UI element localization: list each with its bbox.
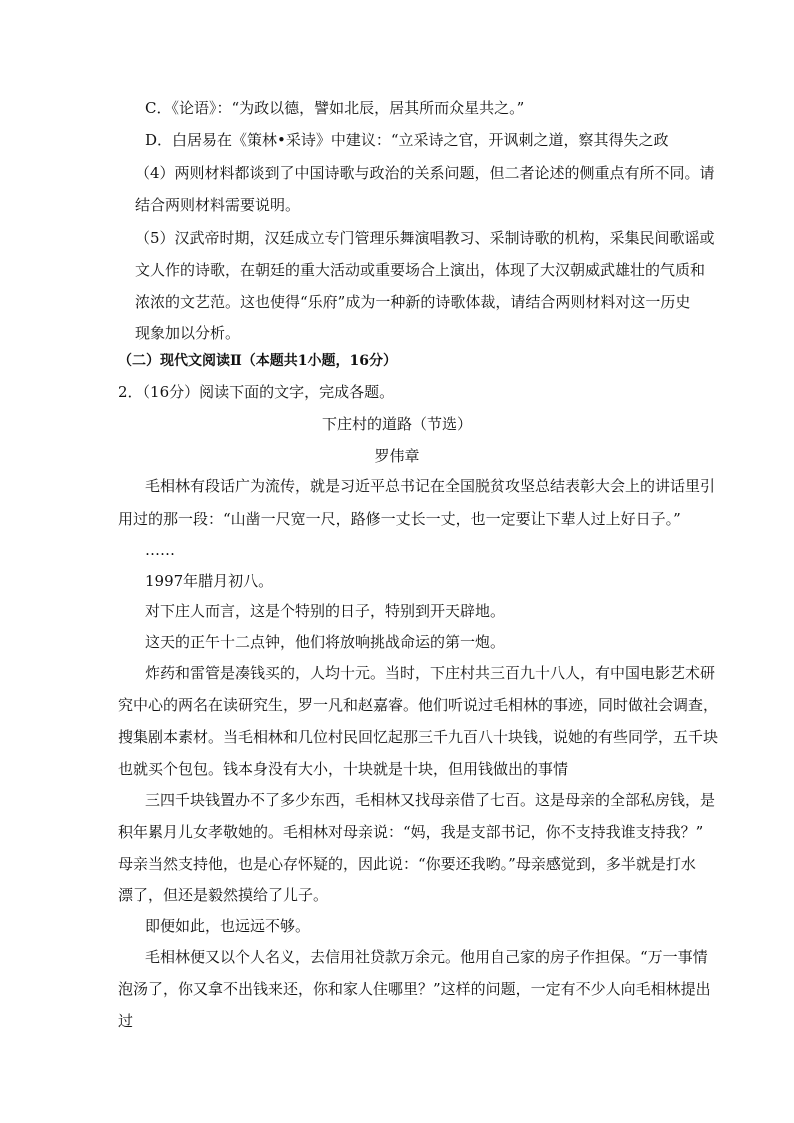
option-c-text: C．《论语》：“为政以德，譬如北辰，居其所而众星共之。” (145, 99, 525, 117)
paragraph-1-line-1: 毛相林有段话广为流传，就是习近平总书记在全国脱贫攻坚总结表彰大会上的讲话里引 (145, 477, 716, 495)
paragraph-5-line-1: 三四千块钱置办不了多少东西，毛相林又找母亲借了七百。这是母亲的全部私房钱，是 (145, 791, 716, 809)
paragraph-4-line-2: 究中心的两名在读研究生，罗一凡和赵嘉睿。他们听说过毛相林的事迹，同时做社会调查， (118, 696, 719, 714)
paragraph-7-line-3: 过 (118, 1012, 134, 1030)
paragraph-4-line-4: 也就买个包包。钱本身没有大小，十块就是十块，但用钱做出的事情 (118, 760, 569, 778)
ellipsis-line: …… (145, 541, 175, 559)
paragraph-6: 即便如此，也远远不够。 (145, 917, 311, 935)
question-4-line-2: 结合两则材料需要说明。 (135, 196, 301, 214)
paragraph-7-line-2: 泡汤了，你又拿不出钱来还，你和家人住哪里？”这样的问题，一定有不少人向毛相林提出 (118, 980, 711, 998)
question-5-line-3: 浓浓的文艺范。这也使得“乐府”成为一种新的诗歌体裁，请结合两则材料对这一历史 (135, 293, 691, 311)
passage-title: 下庄村的道路（节选） (321, 415, 472, 433)
paragraph-date: 1997年腊月初八。 (145, 572, 274, 590)
question-5-line-4: 现象加以分析。 (135, 324, 241, 342)
passage-author: 罗伟章 (374, 447, 420, 465)
section-heading: （二）现代文阅读Ⅱ（本题共1小题，16分） (118, 353, 398, 369)
paragraph-4-line-1: 炸药和雷管是凑钱买的，人均十元。当时，下庄村共三百九十八人，有中国电影艺术研 (145, 664, 716, 682)
question-2-prompt: 2．（16分）阅读下面的文字，完成各题。 (118, 383, 395, 401)
option-d-text: D．白居易在《策林•采诗》中建议：“立采诗之官，开讽刺之道，察其得失之政 (145, 131, 669, 149)
paragraph-5-line-3: 母亲当然支持他，也是心存怀疑的，因此说：“你要还我哟。”母亲感觉到，多半就是打水 (118, 855, 696, 873)
paragraph-3: 这天的正午十二点钟，他们将放响挑战命运的第一炮。 (145, 633, 506, 651)
paragraph-5-line-2: 积年累月儿女孝敬她的。毛相林对母亲说：“妈，我是支部书记，你不支持我谁支持我？” (118, 823, 704, 841)
paragraph-4-line-3: 搜集剧本素材。当毛相林和几位村民回忆起那三千九百八十块钱，说她的有些同学，五千块 (118, 728, 719, 746)
paragraph-5-line-4: 漂了，但还是毅然摸给了儿子。 (118, 886, 329, 904)
question-5-line-2: 文人作的诗歌，在朝廷的重大活动或重要场合上演出，体现了大汉朝威武雄壮的气质和 (135, 261, 706, 279)
question-5-line-1: （5）汉武帝时期，汉廷成立专门管理乐舞演唱教习、采制诗歌的机构，采集民间歌谣或 (135, 229, 715, 247)
paragraph-7-line-1: 毛相林便又以个人名义，去信用社贷款万余元。他用自己家的房子作担保。“万一事情 (145, 948, 708, 966)
question-4-line-1: （4）两则材料都谈到了中国诗歌与政治的关系问题，但二者论述的侧重点有所不同。请 (135, 164, 715, 182)
paragraph-2: 对下庄人而言，这是个特别的日子，特别到开天辟地。 (145, 602, 506, 620)
paragraph-1-line-2: 用过的那一段：“山凿一尺宽一尺，路修一丈长一丈，也一定要让下辈人过上好日子。” (118, 510, 681, 528)
